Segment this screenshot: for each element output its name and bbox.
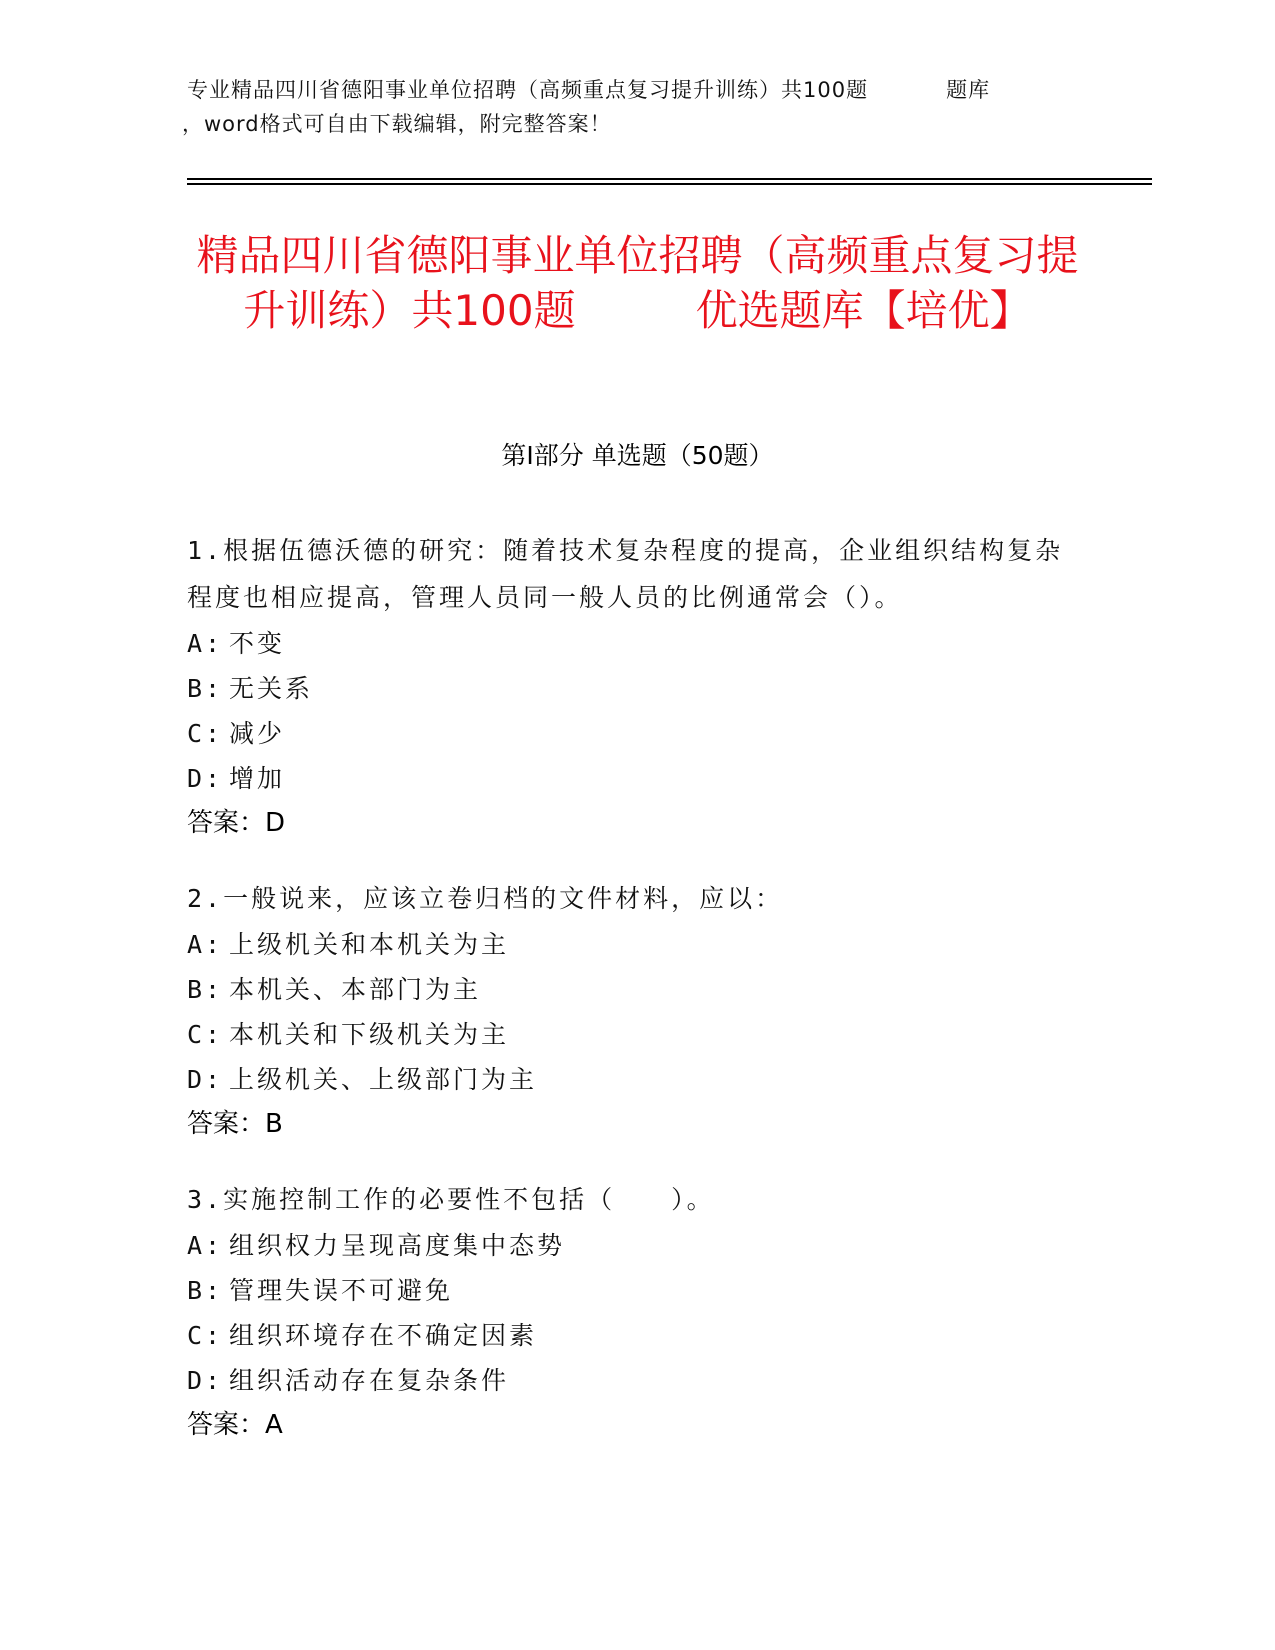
option-d bbox=[187, 1358, 1067, 1403]
question-3 bbox=[187, 1176, 1067, 1448]
question-1 bbox=[187, 527, 1067, 846]
option-b bbox=[187, 1268, 1067, 1313]
header-divider bbox=[187, 178, 1152, 180]
option-b bbox=[187, 967, 1067, 1012]
option-letter: C: bbox=[187, 1020, 224, 1049]
answer-line: 答案：A bbox=[187, 1410, 283, 1440]
option-letter: B: bbox=[187, 975, 224, 1004]
answer-line: 答案：D bbox=[187, 808, 286, 838]
header-title: 专业精品四川省德阳事业单位招聘（高频重点复习提升训练）共100题 bbox=[187, 78, 869, 102]
option-letter: B: bbox=[187, 1276, 224, 1305]
option-text: 不变 bbox=[229, 629, 286, 658]
section-heading: 第Ⅰ部分 单选题（50题） bbox=[501, 441, 774, 470]
document-title-main: 精品四川省德阳事业单位招聘（高频重点复习提升训练）共100题 bbox=[196, 231, 1079, 335]
option-text: 减少 bbox=[229, 719, 286, 748]
question-stem: 2.一般说来，应该立卷归档的文件材料，应以： bbox=[187, 884, 784, 913]
option-d bbox=[187, 1057, 1067, 1102]
option-text: 无关系 bbox=[229, 674, 314, 703]
option-letter: C: bbox=[187, 719, 224, 748]
document-title bbox=[190, 228, 1085, 338]
option-text: 组织环境存在不确定因素 bbox=[229, 1321, 538, 1350]
option-text: 管理失误不可避免 bbox=[229, 1276, 454, 1305]
option-text: 组织活动存在复杂条件 bbox=[229, 1366, 510, 1395]
answer-line: 答案：B bbox=[187, 1109, 283, 1139]
option-c bbox=[187, 711, 1067, 756]
option-text: 增加 bbox=[229, 764, 286, 793]
option-text: 上级机关和本机关为主 bbox=[229, 930, 510, 959]
option-a bbox=[187, 922, 1067, 967]
option-a bbox=[187, 621, 1067, 666]
option-letter: A: bbox=[187, 629, 224, 658]
option-text: 本机关和下级机关为主 bbox=[229, 1020, 510, 1049]
document-title-suffix: 优选题库【培优】 bbox=[695, 286, 1032, 335]
question-stem: 3.实施控制工作的必要性不包括（ ）。 bbox=[187, 1185, 715, 1214]
question-2 bbox=[187, 875, 1067, 1147]
option-letter: D: bbox=[187, 1065, 224, 1094]
option-letter: B: bbox=[187, 674, 224, 703]
option-letter: A: bbox=[187, 1231, 224, 1260]
option-letter: D: bbox=[187, 764, 224, 793]
option-letter: D: bbox=[187, 1366, 224, 1395]
option-d bbox=[187, 756, 1067, 801]
question-stem: 1.根据伍德沃德的研究：随着技术复杂程度的提高，企业组织结构复杂程度也相应提高，管理人员同一般人员的比例通常会（）。 bbox=[187, 536, 1064, 612]
question-list bbox=[187, 527, 1067, 1477]
option-text: 本机关、本部门为主 bbox=[229, 975, 482, 1004]
option-text: 组织权力呈现高度集中态势 bbox=[229, 1231, 566, 1260]
option-a bbox=[187, 1223, 1067, 1268]
option-letter: A: bbox=[187, 930, 224, 959]
option-letter: C: bbox=[187, 1321, 224, 1350]
running-header bbox=[187, 74, 990, 104]
option-c bbox=[187, 1313, 1067, 1358]
header-divider-secondary bbox=[187, 183, 1152, 185]
header-suffix: 题库 bbox=[946, 78, 991, 102]
option-b bbox=[187, 666, 1067, 711]
option-c bbox=[187, 1012, 1067, 1057]
running-header-subline: ，word格式可自由下载编辑，附完整答案！ bbox=[182, 112, 612, 136]
option-text: 上级机关、上级部门为主 bbox=[229, 1065, 538, 1094]
